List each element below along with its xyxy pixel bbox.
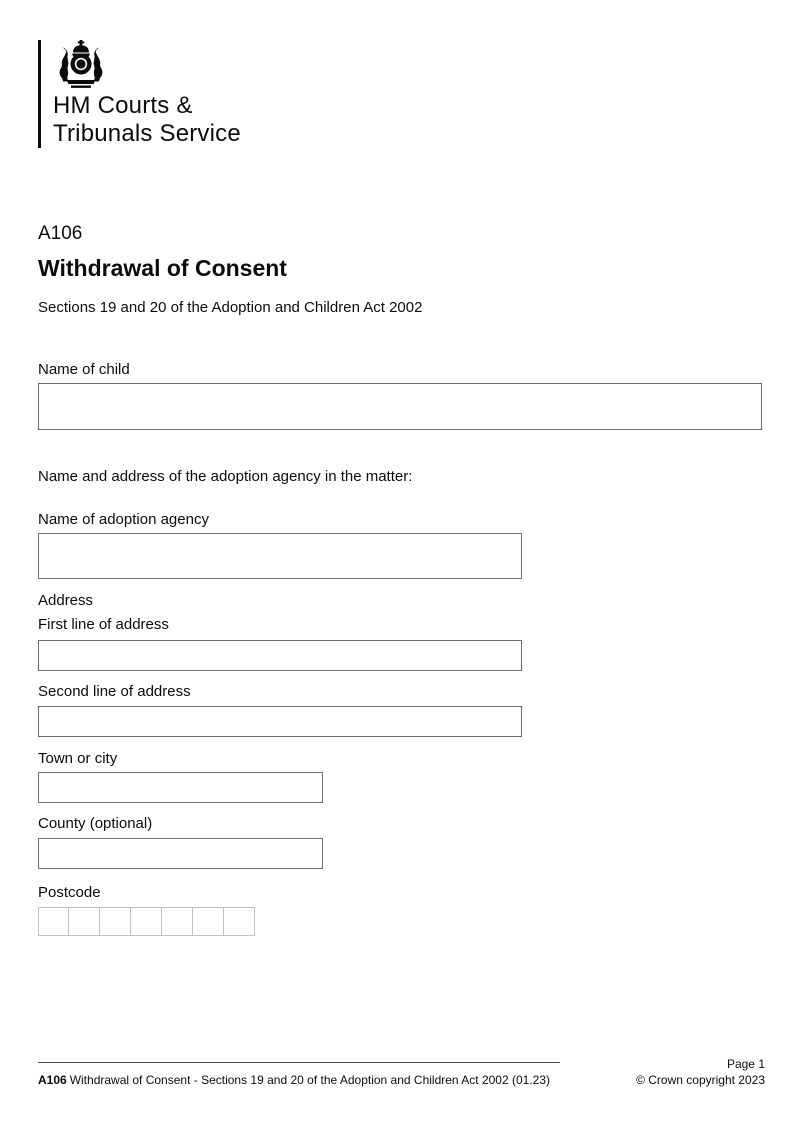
town-input[interactable] bbox=[38, 772, 323, 803]
postcode-cell-5[interactable] bbox=[162, 907, 193, 936]
hmcts-logo bbox=[38, 40, 241, 148]
page-number: Page 1 bbox=[726, 1057, 765, 1071]
address-line1-label: First line of address bbox=[38, 616, 169, 633]
county-label: County (optional) bbox=[38, 815, 153, 832]
postcode-cells bbox=[38, 907, 255, 936]
postcode-cell-4[interactable] bbox=[131, 907, 162, 936]
agency-section-intro: Name and address of the adoption agency in the matter: bbox=[38, 468, 413, 485]
postcode-cell-3[interactable] bbox=[100, 907, 131, 936]
postcode-cell-1[interactable] bbox=[38, 907, 69, 936]
footer-form-reference bbox=[38, 1073, 550, 1087]
form-number: A106 bbox=[38, 223, 83, 244]
address-heading: Address bbox=[38, 592, 94, 609]
postcode-cell-2[interactable] bbox=[69, 907, 100, 936]
postcode-label: Postcode bbox=[38, 884, 101, 901]
logo-text-line1: HM Courts & bbox=[53, 92, 193, 119]
footer-divider bbox=[38, 1062, 560, 1063]
footer-form-number: A106 bbox=[38, 1073, 67, 1087]
address-line1-input[interactable] bbox=[38, 640, 522, 671]
name-of-child-input[interactable] bbox=[38, 383, 762, 430]
town-label: Town or city bbox=[38, 750, 118, 767]
copyright-notice: © Crown copyright 2023 bbox=[636, 1073, 765, 1087]
logo-vertical-bar bbox=[38, 40, 41, 148]
agency-name-input[interactable] bbox=[38, 533, 522, 579]
address-line2-label: Second line of address bbox=[38, 683, 191, 700]
name-of-child-label: Name of child bbox=[38, 361, 130, 378]
royal-crest-icon bbox=[53, 40, 109, 90]
logo-text bbox=[53, 92, 241, 148]
postcode-cell-6[interactable] bbox=[193, 907, 224, 936]
footer-page-info bbox=[636, 1056, 765, 1088]
postcode-cell-7[interactable] bbox=[224, 907, 255, 936]
footer-form-text: Withdrawal of Consent - Sections 19 and 20 of the Adoption and Children Act 2002 (01.23) bbox=[69, 1073, 550, 1087]
page-title: Withdrawal of Consent bbox=[38, 255, 287, 281]
logo-text-line2: Tribunals Service bbox=[53, 120, 241, 147]
page-subtitle: Sections 19 and 20 of the Adoption and Children Act 2002 bbox=[38, 299, 423, 316]
county-input[interactable] bbox=[38, 838, 323, 869]
address-line2-input[interactable] bbox=[38, 706, 522, 737]
agency-name-label: Name of adoption agency bbox=[38, 511, 209, 528]
